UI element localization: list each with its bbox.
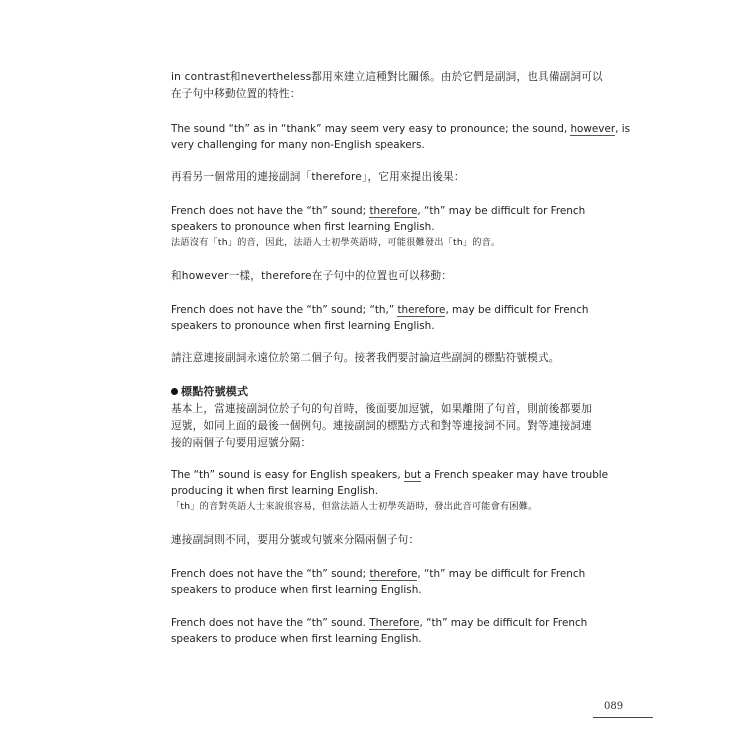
para-1-line-2: 在子句中移動位置的特性： [171,88,301,100]
term-in-contrast: in contrast [171,71,230,83]
para-10: 連接副詞則不同，要用分號或句號來分隔兩個子句： [171,534,420,546]
text-segment: , “th” may be difficult for French [417,568,586,580]
text-segment: French does not have the “th” sound; [171,205,370,217]
text-segment: , is [615,123,631,135]
heading-text: 標點符號模式 [181,385,249,398]
example-5-line-2: speakers to produce when first learning English. [171,584,422,596]
underlined-conjunction: but [403,469,422,481]
underlined-adverb: therefore [369,568,418,580]
para-8-line-3: 接的兩個子句要用逗號分隔： [171,437,312,449]
example-2-line-2: speakers to pronounce when first learning English. [171,221,435,233]
text-segment: 和 [229,71,241,83]
term-nevertheless: nevertheless [240,71,312,83]
text-segment: , “th” may be difficult for French [419,617,588,629]
text-segment: The “th” sound is easy for English speakers, [171,469,404,481]
text-segment: French does not have the “th” sound; [171,568,370,580]
text-segment: a French speaker may have trouble [421,469,609,481]
example-4-translation: 「th」的音對英語人士來說很容易，但當法語人士初學英語時，發出此音可能會有困難。 [171,501,538,512]
text-segment: The sound “th” as in “thank” may seem very easy to pronounce; the sound, [171,123,571,135]
text-segment: , “th” may be difficult for French [417,205,586,217]
text-segment: , may be difficult for French [445,304,589,316]
example-2-translation: 法語沒有「th」的音，因此，法語人士初學英語時，可能很難發出「th」的音。 [171,237,501,248]
underlined-adverb: therefore [369,205,418,217]
example-4-line-2: producing it when first learning English. [171,485,379,497]
underlined-adverb: Therefore [369,617,420,629]
para-8-line-2: 逗號，如同上面的最後一個例句。連接副詞的標點方式和對等連接詞不同。對等連接詞連 [171,420,592,432]
example-4-line-1 [171,468,608,482]
example-1-line-2: very challenging for many non-English speakers. [171,139,425,151]
example-2-line-1 [171,204,585,218]
example-5-line-1 [171,567,585,581]
para-7: 請注意連接副詞永遠位於第二個子句。接著我們要討論這些副詞的標點符號模式。 [171,352,560,364]
bullet-icon [171,388,178,395]
para-5: 和however一樣，therefore在子句中的位置也可以移動： [171,270,453,282]
example-6-line-1 [171,616,587,630]
example-3-line-1 [171,303,589,317]
underlined-adverb: therefore [397,304,446,316]
text-segment: French does not have the “th” sound; “th,” [171,304,398,316]
example-3-line-2: speakers to pronounce when first learning English. [171,320,435,332]
underlined-adverb: however [570,123,616,135]
page-number-rule [593,717,653,718]
para-1-line-1 [171,70,603,84]
example-1-line-1 [171,122,630,136]
text-segment: 都用來建立這種對比關係。由於它們是副詞，也具備副詞可以 [311,71,603,83]
example-6-line-2: speakers to produce when first learning English. [171,633,422,645]
text-segment: French does not have the “th” sound. [171,617,370,629]
para-3: 再看另一個常用的連接副詞「therefore」，它用來提出後果： [171,171,465,183]
section-heading [171,385,248,399]
para-8-line-1: 基本上，當連接副詞位於子句的句首時，後面要加逗號，如果離開了句首，則前後都要加 [171,403,592,415]
page-number: 089 [604,701,624,712]
